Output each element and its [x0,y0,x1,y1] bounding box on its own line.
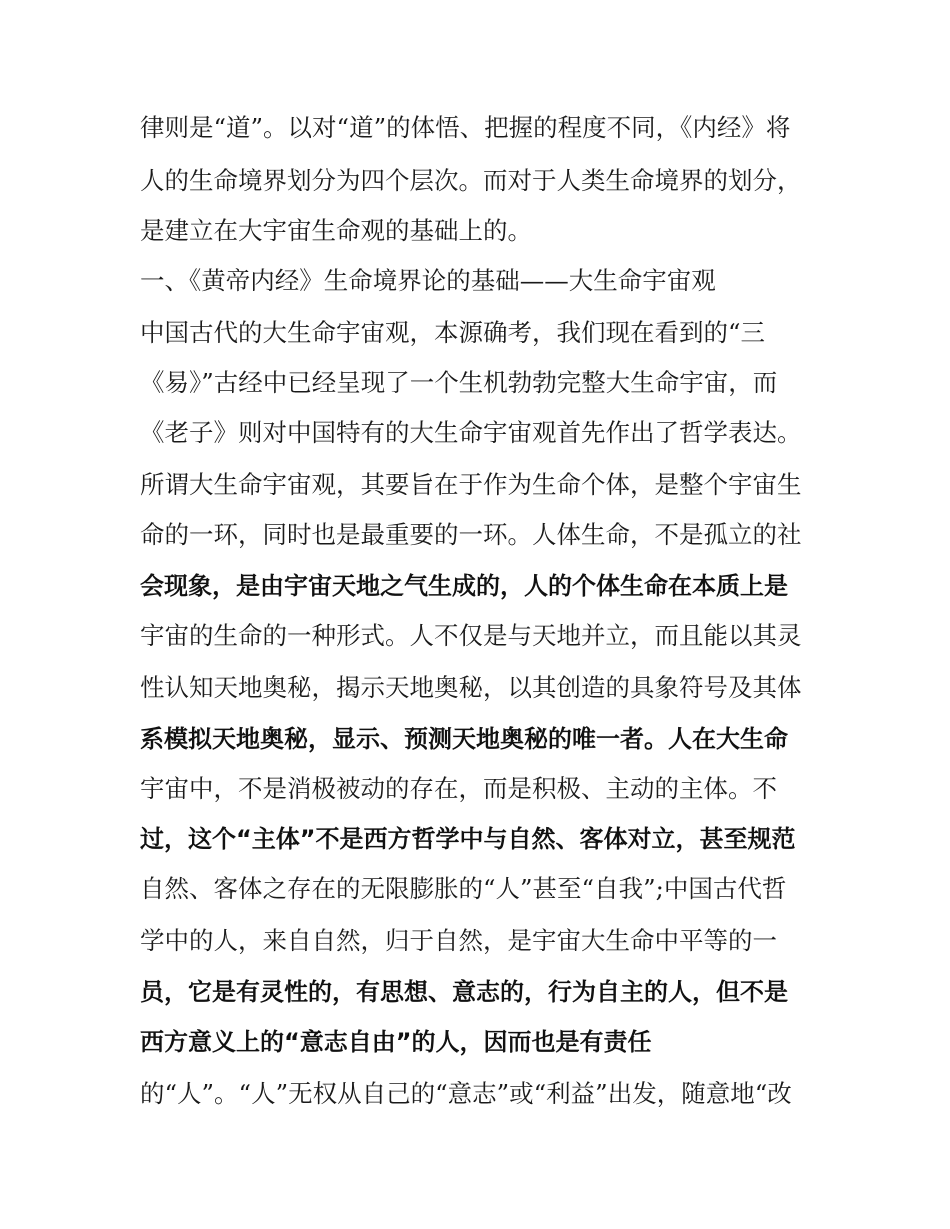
text-line: 员，它是有灵性的，有思想、意志的，行为自主的人，但不是 [140,978,788,1006]
text-line: 宇宙的生命的一种形式。人不仅是与天地并立，而且能以其灵 [140,621,802,650]
text-line: 宇宙中，不是消极被动的存在，而是积极、主动的主体。不 [140,774,777,803]
text-line: 性认知天地奥秘，揭示天地奥秘，以其创造的具象符号及其体 [140,673,802,702]
section-heading: 一、《黄帝内经》生命境界论的基础——大生命宇宙观 [140,266,716,295]
text-line: 的“人”。“人”无权从自己的“意志”或“利益”出发，随意地“改 [140,1079,792,1108]
text-line: 系模拟天地奥秘，显示、预测天地奥秘的唯一者。人在大生命 [140,725,788,753]
text-line: 《易》”古经中已经呈现了一个生机勃勃完整大生命宇宙，而 [140,368,778,397]
text-line: 《老子》则对中国特有的大生命宇宙观首先作出了哲学表达。 [140,418,802,447]
text-line: 西方意义上的“意志自由”的人，因而也是有责任 [140,1028,652,1056]
text-line: 所谓大生命宇宙观，其要旨在于作为生命个体，是整个宇宙生 [140,470,802,499]
text-line: 过，这个“主体”不是西方哲学中与自然、客体对立，甚至规范 [140,825,796,853]
text-line: 自然、客体之存在的无限膨胀的“人”甚至“自我”;中国古代哲 [140,874,787,903]
text-line: 中国古代的大生命宇宙观，本源确考，我们现在看到的“三 [140,318,766,347]
text-line: 律则是“道”。以对“道”的体悟、把握的程度不同，《内经》将 [140,113,791,142]
text-line: 学中的人，来自自然，归于自然，是宇宙大生命中平等的一 [140,926,777,955]
text-line: 人的生命境界划分为四个层次。而对于人类生命境界的划分， [140,166,802,195]
text-line: 会现象，是由宇宙天地之气生成的，人的个体生命在本质上是 [140,572,788,600]
text-line: 命的一环，同时也是最重要的一环。人体生命，不是孤立的社 [140,520,802,549]
text-line: 是建立在大宇宙生命观的基础上的。 [140,216,532,245]
